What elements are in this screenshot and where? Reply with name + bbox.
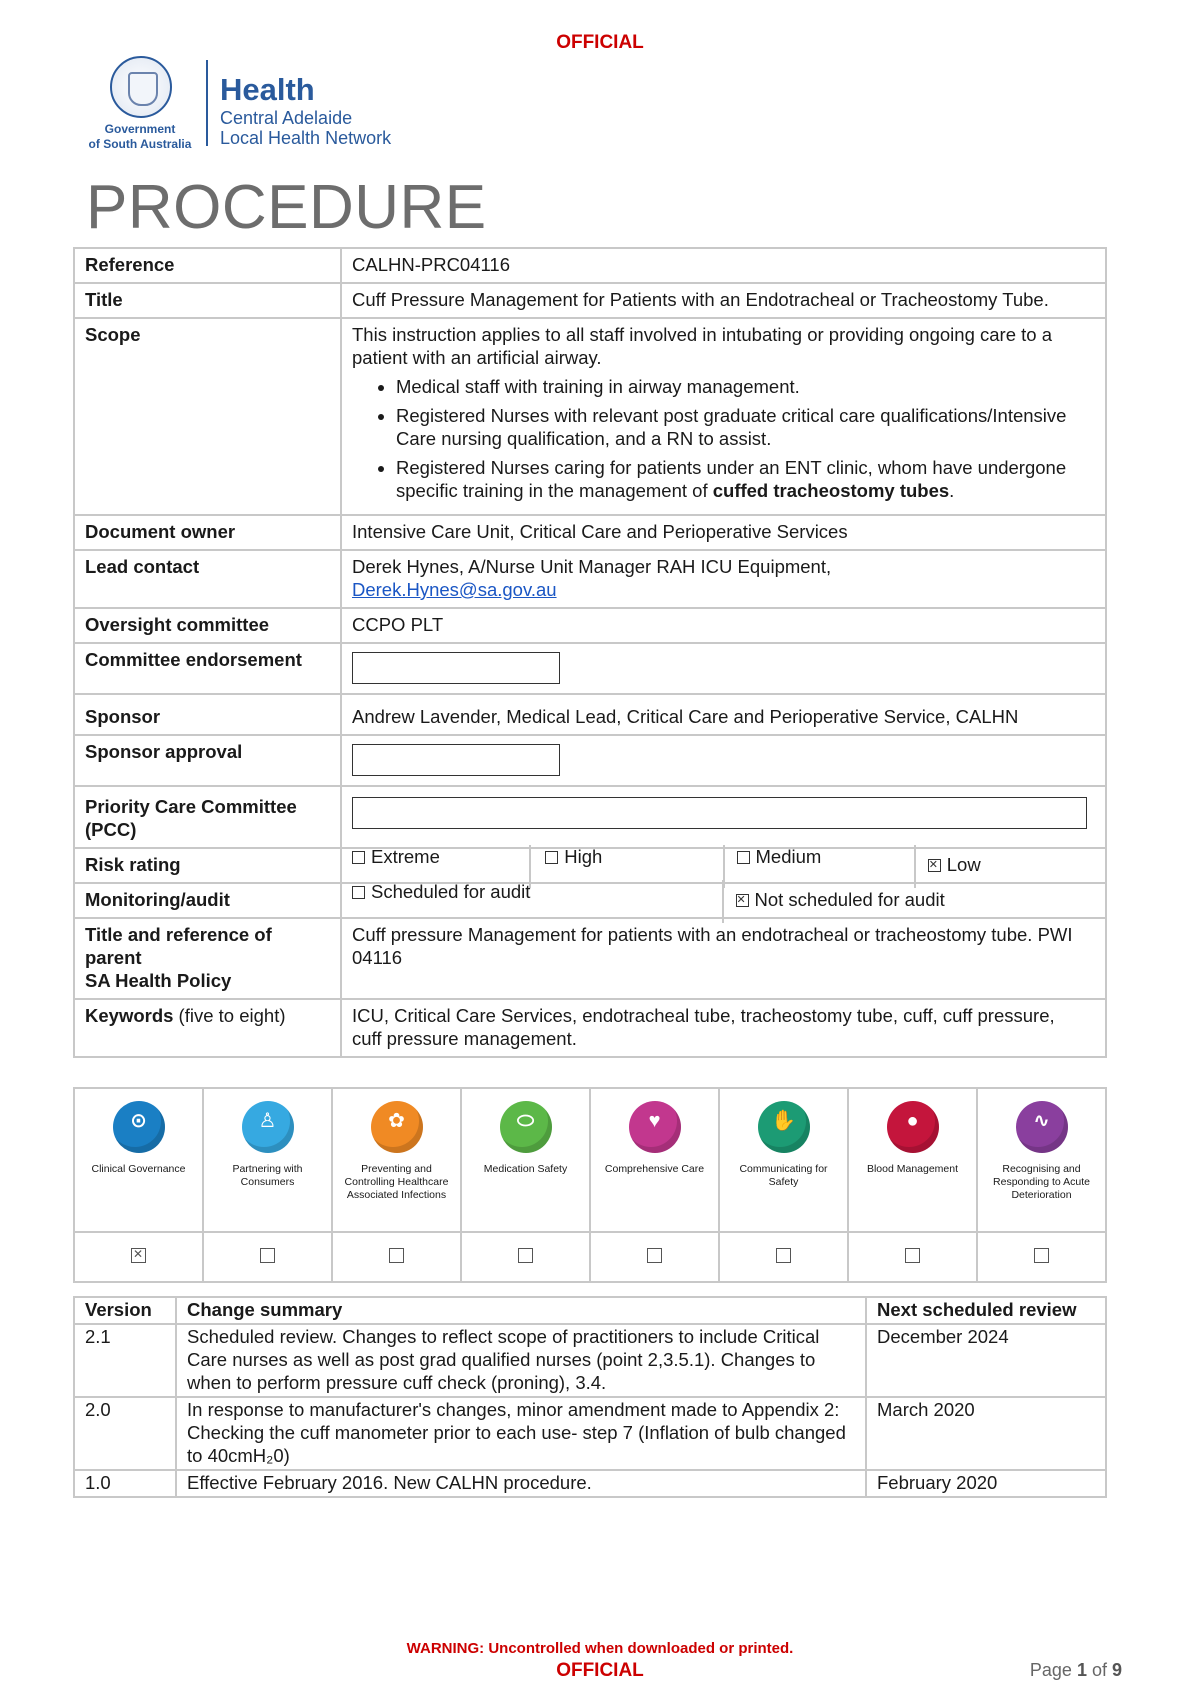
- row-risk: [74, 848, 1106, 883]
- checkbox-icon[interactable]: [1034, 1248, 1049, 1263]
- checkbox-icon: [737, 851, 750, 864]
- standard-label: Comprehensive Care: [604, 1163, 705, 1175]
- parent-policy-label: [74, 918, 341, 999]
- lead-contact-email-link[interactable]: Derek.Hynes@sa.gov.au: [352, 579, 557, 600]
- table-row: [74, 1470, 1106, 1497]
- summary-cell: In response to manufacturer's changes, minor amendment made to Appendix 2: Checking the cuff manometer prior to each use- step 7 (Inflation of bulb changed to 40cmH₂0): [176, 1397, 866, 1470]
- scope-value: [341, 318, 1106, 515]
- page-current: 1: [1076, 1660, 1087, 1680]
- risk-options: [341, 848, 1106, 883]
- checkbox-icon[interactable]: [389, 1248, 404, 1263]
- lead-contact-label: Lead contact: [74, 550, 341, 608]
- risk-low-option[interactable]: [916, 849, 1105, 882]
- standards-icons-row: [74, 1088, 1106, 1232]
- version-history-table: [73, 1296, 1107, 1498]
- row-title: [74, 283, 1106, 318]
- sponsor-approval-cell: [341, 735, 1106, 786]
- page-of: of: [1086, 1660, 1112, 1680]
- row-endorsement: [74, 643, 1106, 694]
- partnering-icon: ♙: [242, 1101, 294, 1153]
- endorsement-cell: [341, 643, 1106, 694]
- row-sponsor-approval: [74, 735, 1106, 786]
- logo-health: Health: [220, 72, 315, 107]
- blood-icon: ●: [887, 1101, 939, 1153]
- checked-checkbox-icon[interactable]: [131, 1248, 146, 1263]
- standard-blood: [848, 1088, 977, 1232]
- sponsor-value: Andrew Lavender, Medical Lead, Critical Care and Perioperative Service, CALHN: [341, 694, 1106, 735]
- row-sponsor: [74, 694, 1106, 735]
- table-row: [74, 1324, 1106, 1397]
- monitoring-options: [341, 883, 1106, 918]
- checkbox-icon[interactable]: [518, 1248, 533, 1263]
- endorsement-label: Committee endorsement: [74, 643, 341, 694]
- standard-checkbox-cell: [461, 1232, 590, 1282]
- uncontrolled-warning: WARNING: Uncontrolled when downloaded or printed.: [406, 1640, 794, 1657]
- logo-network-line2: Local Health Network: [220, 128, 392, 148]
- standard-label: Blood Management: [866, 1163, 959, 1175]
- checked-checkbox-icon: [736, 894, 749, 907]
- keywords-value: ICU, Critical Care Services, endotracheal tube, tracheostomy tube, cuff, cuff pressure, cuff pressure management.: [341, 999, 1106, 1057]
- comprehensive-care-icon: ♥: [629, 1101, 681, 1153]
- row-owner: [74, 515, 1106, 550]
- version-cell: 2.0: [74, 1397, 176, 1470]
- title-label: Title: [74, 283, 341, 318]
- checkbox-icon: [352, 851, 365, 864]
- title-value: Cuff Pressure Management for Patients with an Endotracheal or Tracheostomy Tube.: [341, 283, 1106, 318]
- keywords-label-suffix: (five to eight): [173, 1005, 286, 1026]
- checked-checkbox-icon: [928, 859, 941, 872]
- document-details-table: [73, 247, 1107, 1058]
- risk-high-label: High: [564, 846, 603, 867]
- sponsor-approval-field[interactable]: [352, 744, 560, 776]
- scope-bullet3-end: .: [949, 480, 955, 501]
- standard-clinical-governance: [74, 1088, 203, 1232]
- row-reference: [74, 248, 1106, 283]
- pcc-label: Priority Care Committee (PCC): [74, 786, 341, 848]
- endorsement-field[interactable]: [352, 652, 560, 684]
- coat-of-arms-icon: [110, 56, 172, 118]
- checkbox-icon: [545, 851, 558, 864]
- monitoring-label: Monitoring/audit: [74, 883, 341, 918]
- logo-gov-line2: of South Australia: [88, 137, 192, 151]
- deterioration-icon: ∿: [1016, 1101, 1068, 1153]
- list-item: • Medical staff with training in airway management.: [396, 375, 1087, 398]
- checkbox-icon[interactable]: [647, 1248, 662, 1263]
- sa-health-logo: [84, 56, 404, 151]
- owner-label: Document owner: [74, 515, 341, 550]
- scope-label: Scope: [74, 318, 341, 515]
- risk-medium-option[interactable]: [725, 845, 916, 888]
- standard-checkbox-cell: [74, 1232, 203, 1282]
- standard-infection: [332, 1088, 461, 1232]
- parent-policy-label-line1: Title and reference of parent: [85, 924, 272, 968]
- standard-communication: [719, 1088, 848, 1232]
- standard-comprehensive-care: [590, 1088, 719, 1232]
- standard-checkbox-cell: [719, 1232, 848, 1282]
- scope-bullet3-bold: cuffed tracheostomy tubes: [712, 480, 950, 501]
- national-standards-table: [73, 1087, 1107, 1283]
- parent-policy-value: Cuff pressure Management for patients with an endotracheal or tracheostomy tube. PWI 04116: [341, 918, 1106, 999]
- version-cell: 1.0: [74, 1470, 176, 1497]
- infection-icon: ✿: [371, 1101, 423, 1153]
- version-header-row: [74, 1297, 1106, 1324]
- review-header: Next scheduled review: [866, 1297, 1106, 1324]
- keywords-label-text: Keywords: [85, 1005, 174, 1026]
- medication-icon: ⬭: [500, 1101, 552, 1153]
- row-scope: [74, 318, 1106, 515]
- risk-label: Risk rating: [74, 848, 341, 883]
- risk-extreme-label: Extreme: [371, 846, 440, 867]
- owner-value: Intensive Care Unit, Critical Care and Perioperative Services: [341, 515, 1106, 550]
- review-cell: December 2024: [866, 1324, 1106, 1397]
- standard-label: Partnering with Consumers: [232, 1163, 303, 1188]
- classification-footer: OFFICIAL: [556, 1660, 644, 1681]
- standard-deterioration: [977, 1088, 1106, 1232]
- standard-label: Recognising and Responding to Acute Deterioration: [993, 1163, 1090, 1201]
- table-row: [74, 1397, 1106, 1470]
- logo-gov-line1: Government: [104, 122, 176, 136]
- oversight-value: CCPO PLT: [341, 608, 1106, 643]
- risk-medium-label: Medium: [755, 846, 822, 867]
- row-oversight: [74, 608, 1106, 643]
- summary-cell: Effective February 2016. New CALHN procedure.: [176, 1470, 866, 1497]
- row-monitoring: [74, 883, 1106, 918]
- standard-checkbox-cell: [977, 1232, 1106, 1282]
- lead-contact-name: Derek Hynes, A/Nurse Unit Manager RAH ICU Equipment,: [352, 556, 832, 577]
- logo-divider: [206, 60, 208, 146]
- pcc-field[interactable]: [352, 797, 1087, 829]
- list-item: • Registered Nurses with relevant post graduate critical care qualifications/Intensive Care nursing qualification, and a RN to assist.: [396, 404, 1087, 450]
- risk-low-label: Low: [946, 854, 981, 875]
- monitoring-not-scheduled-label: Not scheduled for audit: [754, 889, 945, 910]
- parent-policy-label-line2: SA Health Policy: [85, 970, 232, 991]
- communication-icon: ✋: [758, 1101, 810, 1153]
- standard-checkbox-cell: [590, 1232, 719, 1282]
- checkbox-icon: [352, 886, 365, 899]
- reference-label: Reference: [74, 248, 341, 283]
- list-item: [396, 456, 1087, 502]
- row-keywords: [74, 999, 1106, 1057]
- monitoring-not-scheduled-option[interactable]: [724, 884, 1106, 917]
- checkbox-icon[interactable]: [260, 1248, 275, 1263]
- sponsor-label: Sponsor: [74, 694, 341, 735]
- checkbox-icon[interactable]: [776, 1248, 791, 1263]
- lead-contact-value: [341, 550, 1106, 608]
- keywords-label: [74, 999, 341, 1057]
- oversight-label: Oversight committee: [74, 608, 341, 643]
- document-type-title: PROCEDURE: [86, 173, 487, 242]
- scope-bullet3-text: Registered Nurses caring for patients under an ENT clinic, whom have undergone specific training in the management of: [396, 457, 1067, 501]
- row-pcc: [74, 786, 1106, 848]
- standard-label: Clinical Governance: [91, 1163, 186, 1175]
- clinical-governance-icon: ⊙: [113, 1101, 165, 1153]
- standard-medication: [461, 1088, 590, 1232]
- sponsor-approval-label: Sponsor approval: [74, 735, 341, 786]
- summary-header: Change summary: [176, 1297, 866, 1324]
- version-cell: 2.1: [74, 1324, 176, 1397]
- standard-checkbox-cell: [848, 1232, 977, 1282]
- logo-network-line1: Central Adelaide: [220, 108, 353, 128]
- scope-list: [352, 375, 1087, 502]
- reference-value: CALHN-PRC04116: [341, 248, 1106, 283]
- standard-partnering: [203, 1088, 332, 1232]
- monitoring-scheduled-option[interactable]: [342, 880, 724, 923]
- standard-checkbox-cell: [203, 1232, 332, 1282]
- monitoring-scheduled-label: Scheduled for audit: [371, 881, 531, 902]
- review-cell: March 2020: [866, 1397, 1106, 1470]
- row-parent-policy: [74, 918, 1106, 999]
- page-number: [1030, 1660, 1122, 1681]
- standard-label: Communicating for Safety: [739, 1163, 828, 1188]
- page-total: 9: [1111, 1660, 1122, 1680]
- checkbox-icon[interactable]: [905, 1248, 920, 1263]
- version-header: Version: [74, 1297, 176, 1324]
- review-cell: February 2020: [866, 1470, 1106, 1497]
- summary-cell: Scheduled review. Changes to reflect scope of practitioners to include Critical Care nurses as well as post grad qualified nurses (point 2,3.5.1). Changes to when to perform pressure cuff check (proning), 3.4.: [176, 1324, 866, 1397]
- pcc-cell: [341, 786, 1106, 848]
- scope-intro: This instruction applies to all staff involved in intubating or providing ongoing care to a patient with an artificial airway.: [352, 324, 1052, 368]
- row-lead-contact: [74, 550, 1106, 608]
- page-prefix: Page: [1029, 1660, 1077, 1680]
- standard-label: Medication Safety: [483, 1163, 568, 1175]
- classification-header: OFFICIAL: [556, 32, 644, 53]
- standard-checkbox-cell: [332, 1232, 461, 1282]
- standards-checkbox-row: [74, 1232, 1106, 1282]
- standard-label: Preventing and Controlling Healthcare Associated Infections: [344, 1163, 449, 1201]
